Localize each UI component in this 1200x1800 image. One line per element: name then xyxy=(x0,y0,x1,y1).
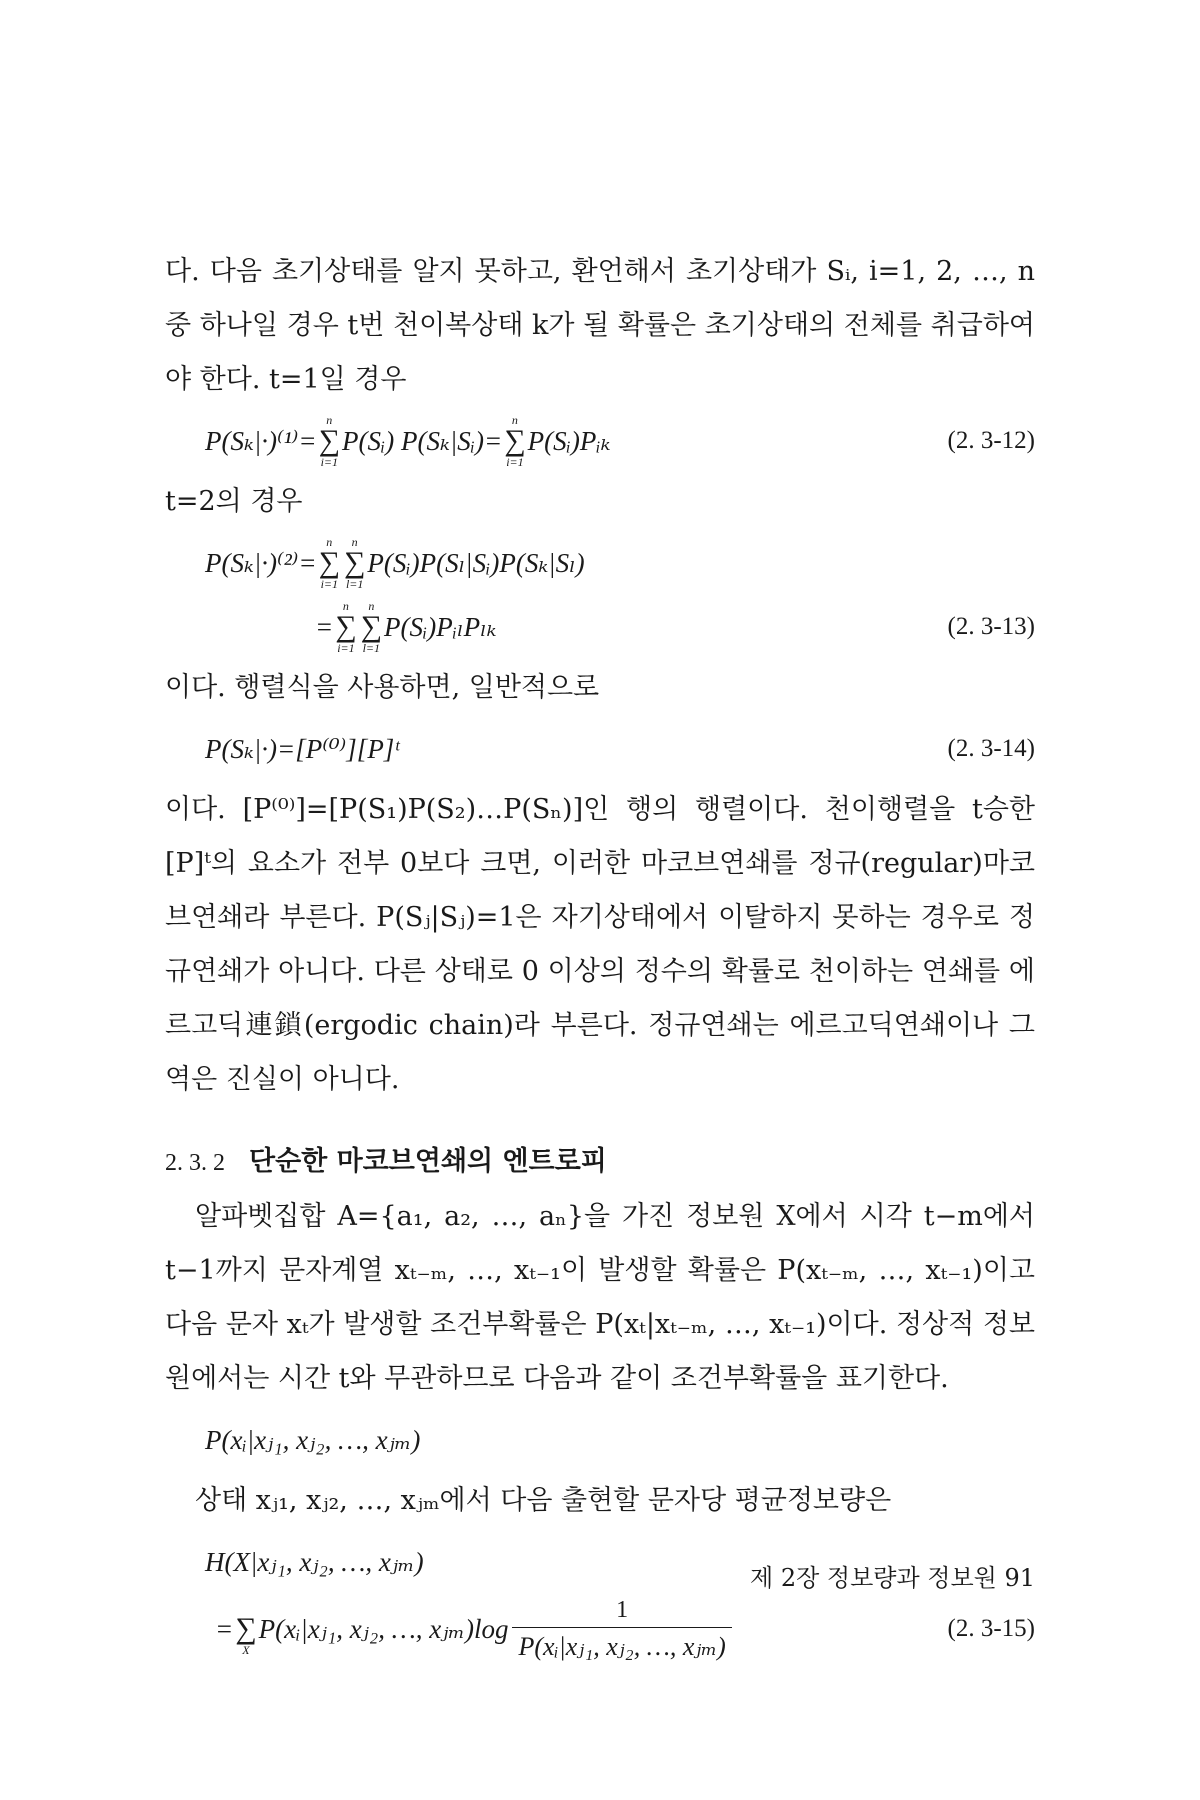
equation-2-3-15-line2: = ∑ X P(xᵢ|xⱼ₁, xⱼ₂, …, xⱼₘ)log $\frac{1}{\text{P(xᵢ|xⱼ₁, xⱼ₂, …, xⱼₘ)}}$ (2. 3-15) xyxy=(215,1597,1035,1661)
sum-operator: n ∑ i=1 xyxy=(318,535,340,591)
eq14-body: P(Sₖ|·)=[P⁽⁰⁾][P]ᵗ xyxy=(205,734,399,764)
page-body xyxy=(165,245,1035,1666)
sum-operator: n ∑ l=1 xyxy=(360,599,383,655)
equation-2-3-12: P(Sₖ|·)⁽¹⁾ = n ∑ i=1 P(Sᵢ) P(Sₖ|Sᵢ) = n ∑ i=1 P(Sᵢ)Pᵢₖ (2. 3-12) xyxy=(205,413,1035,469)
paragraph-regular-chain: 이다. [P⁽⁰⁾]=[P(S₁)P(S₂)…P(Sₙ)]인 행의 행렬이다. 천이행렬을 t승한 [P]ᵗ의 요소가 전부 0보다 크면, 이러한 마코브연쇄를 정규(regular)마코브연쇄라 부른다. P(Sⱼ|Sⱼ)=1은 자기상태에서 이탈하지 못하는 경우로 정규연쇄가 아니다. 다른 상태로 0 이상의 정수의 확률로 천이하는 연쇄를 에르고딕連鎖(ergodic chain)라 부른다. 정규연쇄는 에르고딕연쇄이나 그 역은 진실이 아니다. xyxy=(165,794,1035,1095)
equation-number: (2. 3-15) xyxy=(947,1614,1035,1642)
page-footer: 제 2장 정보량과 정보원 91 xyxy=(750,1564,1035,1592)
paragraph-intro: 다. 다음 초기상태를 알지 못하고, 환언해서 초기상태가 Sᵢ, i=1, 2, …, n 중 하나일 경우 t번 천이복상태 k가 될 확률은 초기상태의 전체를 취급하여야 한다. t=1일 경우 xyxy=(165,256,1035,395)
equation-number: (2. 3-12) xyxy=(947,427,1035,454)
sum-operator: ∑ X xyxy=(235,1611,257,1657)
section-heading xyxy=(165,1135,1035,1190)
paragraph-avg-info: 상태 xⱼ₁, xⱼ₂, …, xⱼₘ에서 다음 출현할 문자당 평균정보량은 xyxy=(195,1485,892,1516)
section-title: 단순한 마코브연쇄의 엔트로피 xyxy=(249,1146,607,1177)
eq15-lhs: H(X|xⱼ₁, xⱼ₂, …, xⱼₘ) xyxy=(205,1547,424,1577)
sum-operator: n ∑ i=1 xyxy=(318,413,340,469)
eq13-line1: P(Sᵢ)P(Sₗ|Sᵢ)P(Sₖ|Sₗ) xyxy=(367,548,585,578)
eq13-line2: P(Sᵢ)PᵢₗPₗₖ xyxy=(384,612,497,642)
fraction: $\frac{1}{\text{P(xᵢ|xⱼ₁, xⱼ₂, …, xⱼₘ)}}$ xyxy=(512,1596,731,1662)
eq12-middle: P(Sᵢ) P(Sₖ|Sᵢ) xyxy=(341,426,484,456)
equation-number: (2. 3-13) xyxy=(947,613,1035,640)
section-number: 2. 3. 2 xyxy=(165,1150,225,1176)
eq12-rhs: P(Sᵢ)Pᵢₖ xyxy=(527,426,611,456)
equation-2-3-13-line2: = n ∑ i=1 n ∑ l=1 P(Sᵢ)PᵢₗPₗₖ (2. 3-13) xyxy=(315,599,1035,655)
sum-operator: n ∑ i=1 xyxy=(335,599,357,655)
equation-2-3-13-line1: P(Sₖ|·)⁽²⁾ = n ∑ i=1 n ∑ l=1 P(Sᵢ)P(Sₗ|Sᵢ)P(Sₖ|Sₗ) xyxy=(205,535,585,591)
eq-cond-body: P(xᵢ|xⱼ₁, xⱼ₂, …, xⱼₘ) xyxy=(205,1425,421,1455)
sum-operator: n ∑ l=1 xyxy=(343,535,366,591)
equation-number: (2. 3-14) xyxy=(947,735,1035,762)
sum-operator: n ∑ i=1 xyxy=(504,413,526,469)
paragraph-alphabet: 알파벳집합 A={a₁, a₂, …, aₙ}을 가진 정보원 X에서 시각 t−m에서 t−1까지 문자계열 xₜ₋ₘ, …, xₜ₋₁이 발생할 확률은 P(xₜ₋ₘ, …, xₜ₋₁)이고 다음 문자 xₜ가 발생할 조건부확률은 P(xₜ|xₜ₋ₘ, …, xₜ₋₁)이다. 정상적 정보원에서는 시간 t와 무관하므로 다음과 같이 조건부확률을 표기한다. xyxy=(165,1201,1035,1394)
eq15-body: P(xᵢ|xⱼ₁, xⱼ₂, …, xⱼₘ)log xyxy=(258,1613,509,1644)
label-t-equals-2: t=2의 경우 xyxy=(165,486,303,517)
eq13-lhs: P(Sₖ|·)⁽²⁾ xyxy=(205,548,299,578)
eq12-lhs: P(Sₖ|·)⁽¹⁾ xyxy=(205,426,299,456)
equation-2-3-14 xyxy=(165,719,1035,779)
paragraph-matrix-intro: 이다. 행렬식을 사용하면, 일반적으로 xyxy=(165,672,600,703)
equation-conditional xyxy=(165,1410,1035,1470)
